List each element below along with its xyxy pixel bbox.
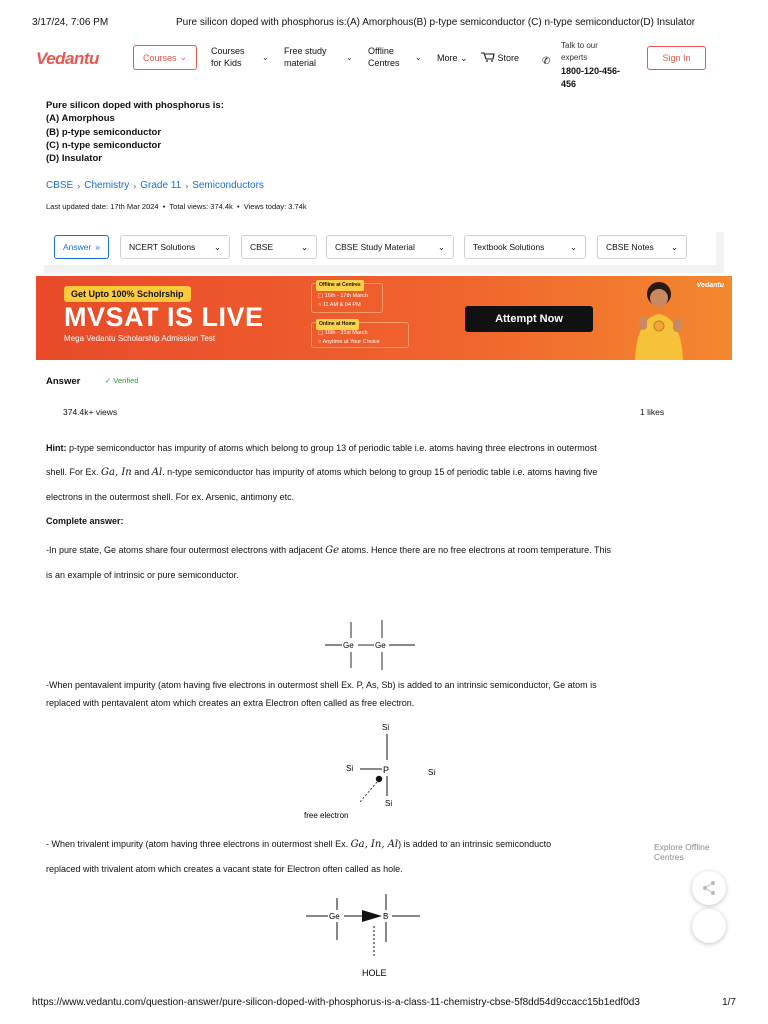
vertical-scrollbar[interactable]: [716, 232, 724, 268]
print-title: Pure silicon doped with phosphorus is:(A) Amorphous(B) p-type semiconductor (C) n-type semiconductor(D) Insulator: [176, 17, 696, 28]
total-views: Total views: 374.4k: [169, 202, 233, 211]
hint-line1: p-type semiconductor has impurity of atoms which belong to group 13 of periodic table i.e. atoms having three electrons in outermost: [66, 443, 597, 453]
answer-heading: Answer: [46, 376, 81, 387]
breadcrumb-grade[interactable]: Grade 11: [140, 180, 182, 191]
nav-courses-for-kids[interactable]: [211, 45, 245, 69]
scholarship-pill: Get Upto 100% Scholrship: [64, 286, 191, 302]
p-center: P: [383, 765, 390, 775]
attempt-now-button[interactable]: Attempt Now: [465, 306, 593, 332]
p3-line1a: - When trivalent impurity (atom having three electrons in outermost shell Ex.: [46, 839, 351, 849]
filter-answer[interactable]: [54, 235, 109, 259]
pure-state-paragraph: [46, 538, 726, 587]
explore-offline-centres[interactable]: [654, 842, 710, 862]
hint-label: Hint:: [46, 443, 67, 453]
explore-line2: Centres: [654, 852, 684, 862]
chevron-right-icon: ›: [133, 180, 137, 191]
breadcrumb: [46, 180, 264, 191]
chevron-right-icon: ›: [185, 180, 189, 191]
filter-answer-label: Answer: [63, 242, 92, 252]
p1-line2: is an example of intrinsic or pure semiconductor.: [46, 570, 239, 580]
answer-views: 374.4k+ views: [63, 407, 118, 417]
nav-offline-centres[interactable]: [368, 45, 400, 69]
si-right: Si: [428, 768, 436, 777]
ge-ge-bond-diagram: [320, 618, 420, 672]
calendar-icon: ▢: [318, 330, 324, 336]
filter-textbook-solutions[interactable]: [464, 235, 586, 259]
chevron-down-icon: ⌄: [460, 53, 468, 63]
courses-label: Courses: [142, 52, 177, 63]
chevron-down-icon[interactable]: ⌄: [415, 53, 422, 62]
top-nav: [0, 40, 768, 92]
hint-line2c: . n-type semiconductor has impurity of atoms which belong to group 15 of periodic table i.e. atoms having five: [162, 467, 598, 477]
double-chevron-icon: »: [95, 242, 100, 252]
p2-line1: -When pentavalent impurity (atom having five electrons in outermost shell Ex. P, As, Sb) is added to an intrinsic semiconductor, Ge atom is: [46, 680, 597, 690]
verified-badge: [105, 376, 138, 385]
nav-offline-line2: Centres: [368, 58, 400, 68]
phone-line2: 456: [561, 79, 577, 89]
hint-math-ga-in: Ga, In: [101, 467, 132, 478]
talk-line2: experts: [561, 53, 588, 62]
si-bottom: Si: [385, 799, 393, 808]
offline-time: 11 AM & 04 PM: [322, 302, 361, 308]
explore-line1: Explore Offline: [654, 842, 710, 852]
chevron-down-icon: ⌄: [179, 52, 188, 62]
phone-icon: ✆: [542, 56, 551, 67]
offline-tag: Offline at Centres: [316, 280, 364, 291]
talk-line1: Talk to our: [561, 41, 598, 50]
free-electron-label: free electron: [304, 811, 349, 820]
filter-cbse[interactable]: [241, 235, 317, 259]
option-d: (D) Insulator: [46, 153, 102, 165]
filter-cbse-study-material[interactable]: [326, 235, 454, 259]
phone-number[interactable]: [561, 65, 620, 91]
filter-study-label: CBSE Study Material: [335, 242, 415, 252]
hint-line2b: and: [131, 467, 152, 477]
hint-line3: electrons in the outermost shell. For ex. Arsenic, antimony etc.: [46, 492, 295, 502]
chevron-down-icon: ⌄: [670, 241, 678, 252]
nav-free-study-material[interactable]: [284, 45, 327, 69]
ge-atom-2: Ge: [375, 641, 386, 650]
chevron-down-icon: ⌄: [300, 241, 308, 252]
breadcrumb-chemistry[interactable]: Chemistry: [84, 180, 130, 191]
online-time: Anytime at Your Choice: [322, 339, 380, 345]
chevron-right-icon: ›: [77, 180, 81, 191]
filter-ncert-label: NCERT Solutions: [129, 242, 196, 252]
phosphorus-doping-diagram: [300, 718, 460, 824]
filter-ncert-solutions[interactable]: [120, 235, 230, 259]
trivalent-paragraph: [46, 832, 726, 881]
hint-line2a: shell. For Ex.: [46, 467, 102, 477]
courses-dropdown-button[interactable]: [133, 45, 197, 70]
print-header: [32, 17, 736, 31]
ge-atom-1: Ge: [343, 641, 354, 650]
print-date: 3/17/24, 7:06 PM: [32, 17, 109, 28]
horizontal-scrollbar[interactable]: [44, 265, 724, 273]
p1-math-ge: Ge: [325, 545, 340, 556]
p1-line1b: atoms. Hence there are no free electrons at room temperature. This: [339, 545, 612, 555]
chevron-down-icon: ⌄: [213, 241, 221, 252]
phone-line1: 1800-120-456-: [561, 66, 621, 76]
nav-more[interactable]: [437, 52, 468, 64]
p3-math-ga-in-al: Ga, In, Al: [350, 839, 399, 850]
p3-line2: replaced with trivalent atom which creates a vacant state for Electron often called as hole.: [46, 864, 403, 874]
online-schedule: [311, 322, 409, 348]
clock-icon: ○: [318, 339, 322, 345]
mvsat-banner[interactable]: [36, 276, 732, 360]
share-icon: [692, 871, 726, 905]
p1-line1a: -In pure state, Ge atoms share four outermost electrons with adjacent: [46, 545, 326, 555]
cart-icon: [481, 52, 495, 62]
print-url: https://www.vedantu.com/question-answer/pure-silicon-doped-with-phosphorus-is-a-class-11-chemistry-cbse-5f8dd54d9ccacc15b1edf0d3: [32, 997, 640, 1008]
banner-brand-logo: Vedantu: [696, 282, 724, 289]
si-left: Si: [346, 764, 354, 773]
vedantu-logo[interactable]: Vedantu: [36, 49, 99, 68]
talk-to-experts: [561, 40, 598, 64]
question-block: [46, 99, 224, 165]
si-top: Si: [382, 723, 390, 732]
chevron-down-icon: ⌄: [437, 241, 445, 252]
free-electron-dot: [376, 776, 382, 782]
hole-label: HOLE: [362, 968, 387, 978]
option-c: (C) n-type semiconductor: [46, 139, 162, 151]
complete-answer-label: Complete answer:: [46, 516, 124, 526]
floating-action-button-1[interactable]: [692, 871, 726, 905]
b-center: B: [383, 912, 389, 921]
online-tag: Online at Home: [316, 319, 359, 330]
filter-cbse-label: CBSE: [250, 242, 274, 252]
hint-math-al: Al: [151, 467, 163, 478]
nav-study-line2: material: [284, 58, 317, 68]
check-icon: ✓: [105, 376, 112, 385]
views-today: Views today: 3.74k: [243, 202, 307, 211]
banner-headline: MVSAT IS LIVE: [64, 302, 264, 332]
chevron-down-icon[interactable]: ⌄: [262, 53, 269, 62]
p2-line2: replaced with pentavalent atom which creates an extra Electron often called as free electron.: [46, 698, 415, 708]
question-stem: Pure silicon doped with phosphorus is:: [46, 100, 224, 111]
nav-store[interactable]: [481, 52, 519, 64]
answer-likes[interactable]: 1 likes: [640, 407, 665, 417]
banner-subtitle: Mega Vedantu Scholarship Admission Test: [64, 334, 216, 343]
verified-label: Verified: [113, 376, 139, 385]
sign-in-button[interactable]: Sign In: [647, 46, 706, 70]
nav-offline-line1: Offline: [368, 46, 394, 56]
option-a: (A) Amorphous: [46, 113, 115, 125]
filter-textbook-label: Textbook Solutions: [473, 242, 545, 252]
offline-dates: 16th - 17th March: [324, 293, 368, 299]
chevron-down-icon: ⌄: [569, 241, 577, 252]
filter-cbse-notes[interactable]: [597, 235, 687, 259]
nav-kids-line1: Courses: [211, 46, 245, 56]
option-b: (B) p-type semiconductor: [46, 126, 162, 138]
breadcrumb-semiconductors[interactable]: Semiconductors: [192, 180, 264, 191]
arrow-right-icon: [362, 910, 382, 922]
boron-hole-diagram: [300, 890, 430, 980]
online-dates: 16th - 31st March: [324, 330, 368, 336]
breadcrumb-cbse[interactable]: CBSE: [46, 180, 74, 191]
ge-atom-3: Ge: [329, 912, 340, 921]
chevron-down-icon[interactable]: ⌄: [346, 53, 353, 62]
print-page-number: 1/7: [722, 997, 736, 1008]
last-updated: Last updated date: 17th Mar 2024: [46, 202, 159, 211]
nav-study-line1: Free study: [284, 46, 327, 56]
nav-store-label: Store: [497, 53, 520, 63]
clock-icon: ○: [318, 302, 322, 308]
nav-more-label: More: [437, 53, 458, 63]
pentavalent-paragraph: [46, 676, 726, 712]
filter-notes-label: CBSE Notes: [606, 242, 654, 252]
floating-action-button-2[interactable]: [692, 909, 726, 943]
nav-kids-line2: for Kids: [211, 58, 242, 68]
page-meta: Last updated date: 17th Mar 2024 • Total views: 374.4k • Views today: 3.74k: [46, 202, 307, 211]
calendar-icon: ▢: [318, 293, 324, 299]
hint-paragraph: [46, 436, 726, 509]
offline-schedule: [311, 283, 383, 313]
student-illustration: [621, 280, 691, 360]
p3-line1b: ) is added to an intrinsic semiconducto: [398, 839, 552, 849]
